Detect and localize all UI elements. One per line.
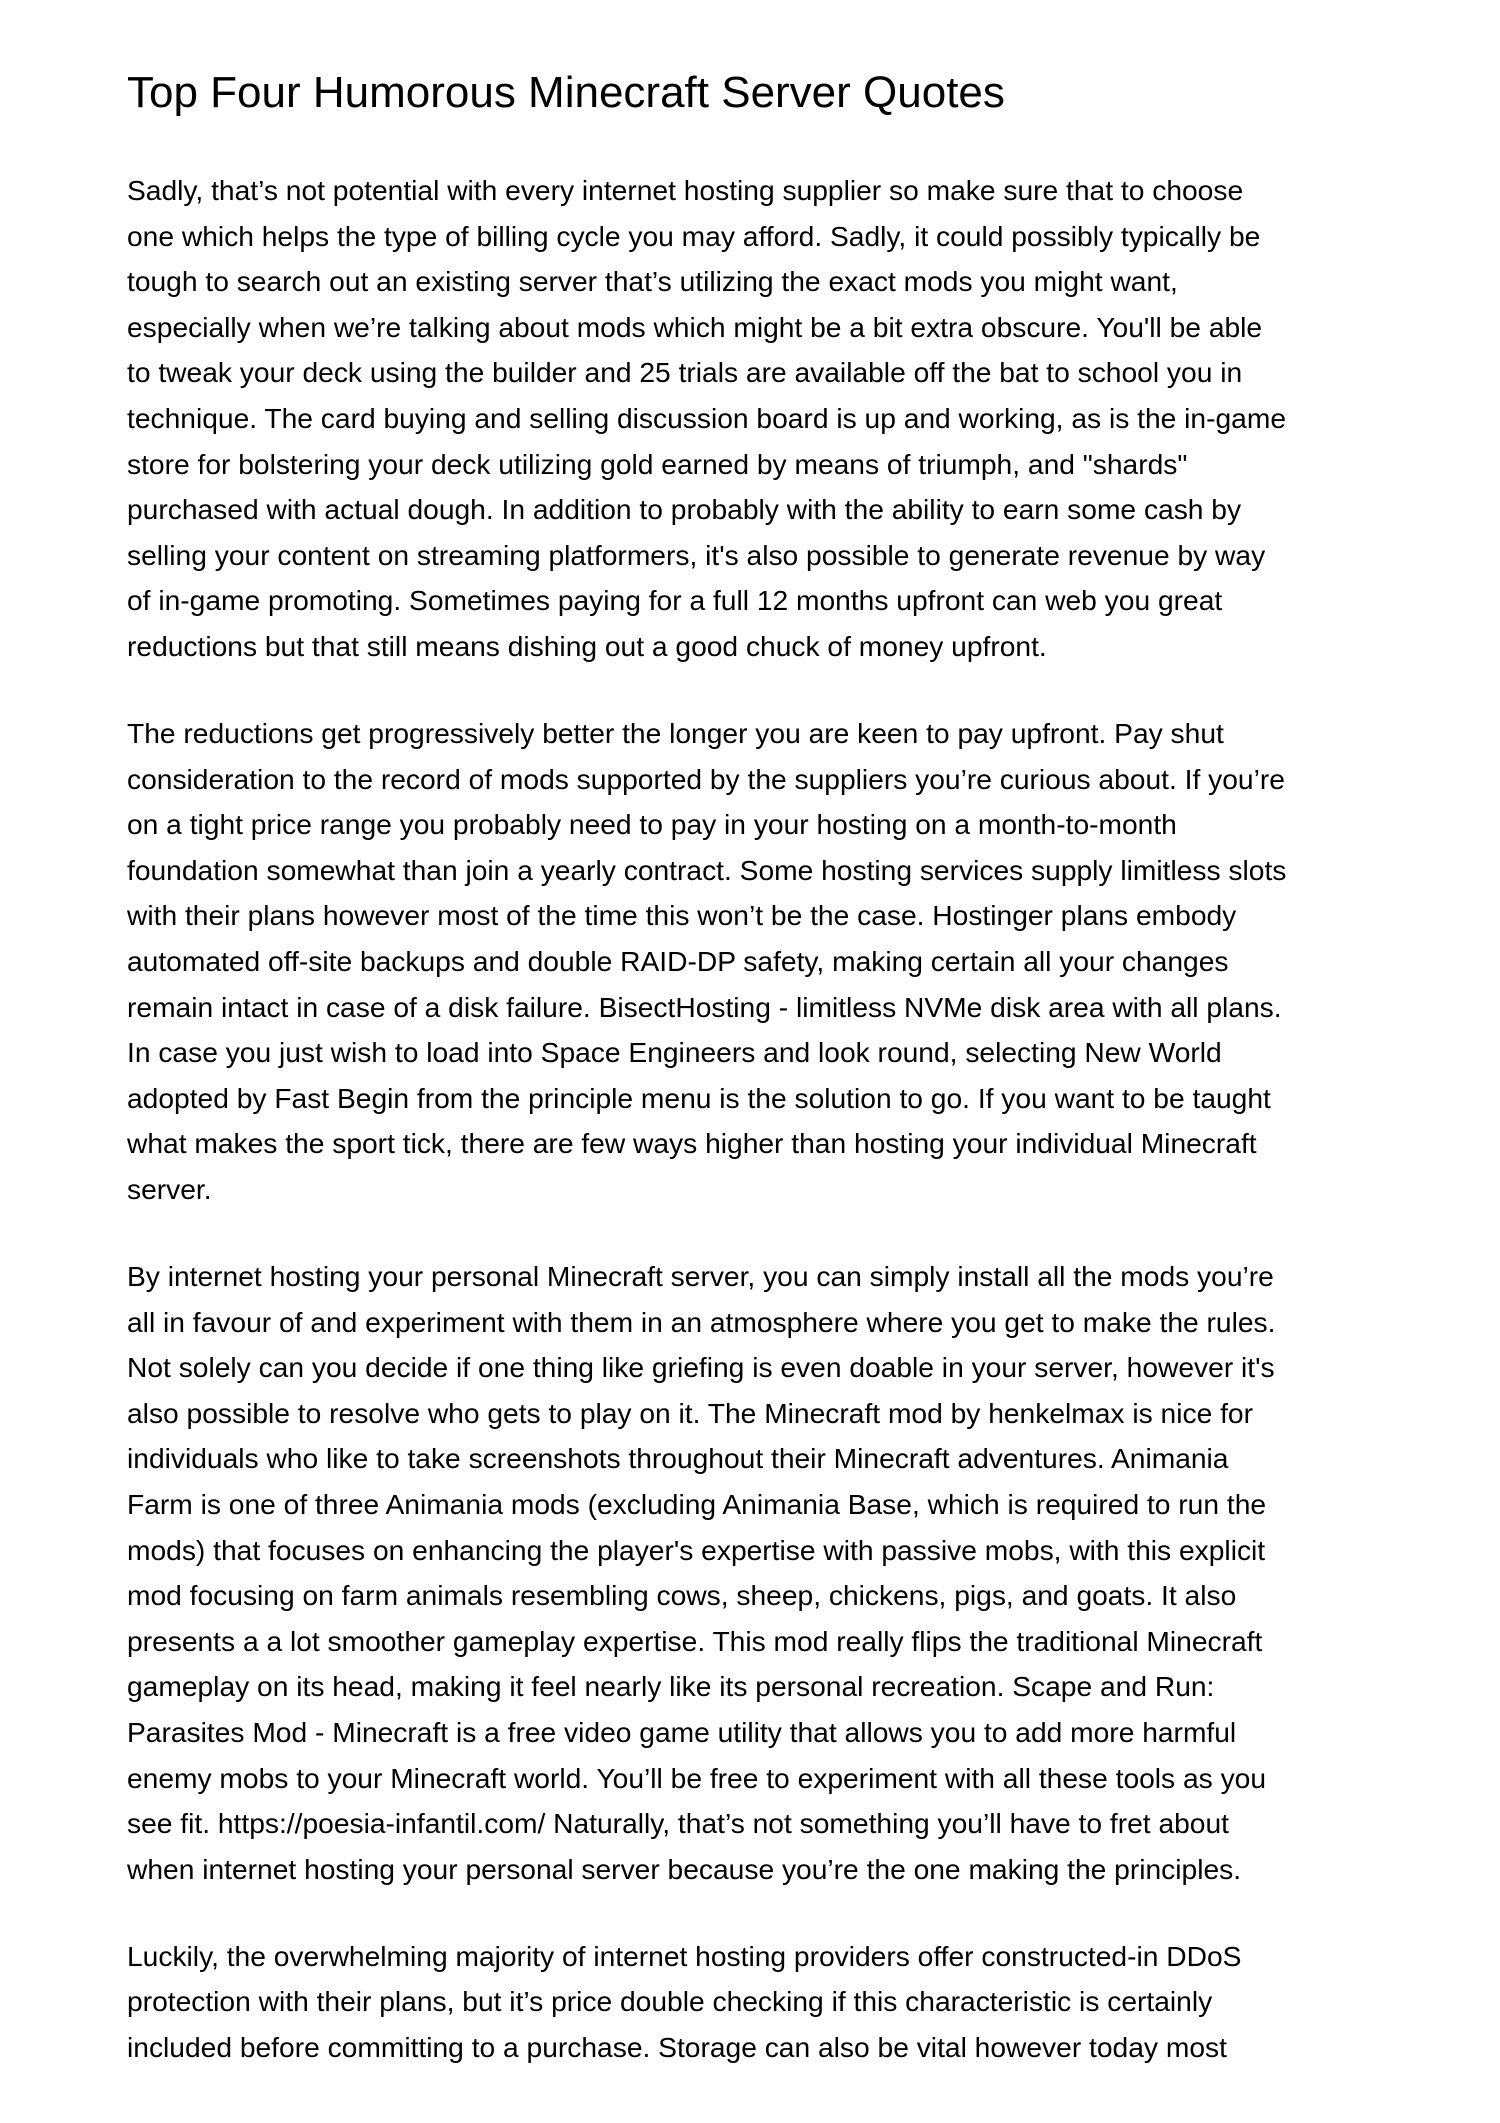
paragraph-line: server. <box>127 1172 212 1205</box>
paragraph-line: store for bolstering your deck utilizing gold earned by means of triumph, and "shards" <box>127 447 1188 480</box>
article-body <box>127 168 1387 2112</box>
paragraph-line: consideration to the record of mods supported by the suppliers you’re curious about. If you’re <box>127 762 1285 795</box>
paragraph-line: of in-game promoting. Sometimes paying for a full 12 months upfront can web you great <box>127 584 1223 617</box>
paragraph-line: selling your content on streaming platformers, it's also possible to generate revenue by way <box>127 538 1266 571</box>
page-title: Top Four Humorous Minecraft Server Quotes <box>127 68 1005 117</box>
paragraph-line: Not solely can you decide if one thing like griefing is even doable in your server, however it's <box>127 1351 1275 1384</box>
paragraph-line: to tweak your deck using the builder and 25 trials are available off the bat to school you in <box>127 356 1243 389</box>
paragraph-line: adopted by Fast Begin from the principle menu is the solution to go. If you want to be taught <box>127 1081 1271 1114</box>
paragraph <box>127 1934 1387 2071</box>
paragraph-line: Luckily, the overwhelming majority of internet hosting providers offer constructed-in DDoS <box>127 1939 1242 1972</box>
paragraph-line: see fit. https://poesia-infantil.com/ Naturally, that’s not something you’ll have to fret about <box>127 1807 1229 1840</box>
paragraph-line: technique. The card buying and selling discussion board is up and working, as is the in-game <box>127 401 1286 434</box>
paragraph-line: included before committing to a purchase. Storage can also be vital however today most <box>127 2031 1227 2064</box>
paragraph-line: all in favour of and experiment with them in an atmosphere where you get to make the rules. <box>127 1305 1276 1338</box>
paragraph <box>127 711 1387 1213</box>
paragraph-line: reductions but that still means dishing out a good chuck of money upfront. <box>127 629 1047 662</box>
paragraph-line: By internet hosting your personal Minecraft server, you can simply install all the mods you’re <box>127 1260 1274 1293</box>
paragraph <box>127 168 1387 670</box>
paragraph-line: on a tight price range you probably need to pay in your hosting on a month-to-month <box>127 808 1177 841</box>
paragraph-line: protection with their plans, but it’s price double checking if this characteristic is certainly <box>127 1985 1213 2018</box>
paragraph-line: mods) that focuses on enhancing the player's expertise with passive mobs, with this explicit <box>127 1533 1266 1566</box>
paragraph-line: Farm is one of three Animania mods (excluding Animania Base, which is required to run the <box>127 1488 1267 1521</box>
paragraph-line: enemy mobs to your Minecraft world. You’ll be free to experiment with all these tools as you <box>127 1761 1267 1794</box>
paragraph-line: with their plans however most of the time this won’t be the case. Hostinger plans embody <box>127 899 1237 932</box>
paragraph-line: tough to search out an existing server that’s utilizing the exact mods you might want, <box>127 265 1178 298</box>
paragraph-line: purchased with actual dough. In addition to probably with the ability to earn some cash by <box>127 493 1242 526</box>
paragraph-line: what makes the sport tick, there are few ways higher than hosting your individual Minecraft <box>127 1127 1257 1160</box>
paragraph <box>127 1254 1387 1892</box>
paragraph-line: individuals who like to take screenshots throughout their Minecraft adventures. Animania <box>127 1442 1229 1475</box>
paragraph-line: In case you just wish to load into Space Engineers and look round, selecting New World <box>127 1036 1222 1069</box>
paragraph-line: mod focusing on farm animals resembling cows, sheep, chickens, pigs, and goats. It also <box>127 1579 1237 1612</box>
paragraph-line: when internet hosting your personal server because you’re the one making the principles. <box>127 1852 1242 1885</box>
paragraph-line: automated off-site backups and double RAID-DP safety, making certain all your changes <box>127 945 1229 977</box>
paragraph-line: presents a a lot smoother gameplay expertise. This mod really flips the traditional Minecraft <box>127 1624 1263 1657</box>
paragraph-line: remain intact in case of a disk failure. BisectHosting - limitless NVMe disk area with all plans. <box>127 990 1282 1023</box>
paragraph-line: gameplay on its head, making it feel nearly like its personal recreation. Scape and Run: <box>127 1670 1215 1703</box>
paragraph-line: The reductions get progressively better the longer you are keen to pay upfront. Pay shut <box>127 717 1224 750</box>
paragraph-line: foundation somewhat than join a yearly contract. Some hosting services supply limitless slots <box>127 853 1287 886</box>
paragraph-line: one which helps the type of billing cycle you may afford. Sadly, it could possibly typically be <box>127 219 1261 252</box>
paragraph-line: especially when we’re talking about mods which might be a bit extra obscure. You'll be able <box>127 310 1263 343</box>
paragraph-line: Parasites Mod - Minecraft is a free video game utility that allows you to add more harmful <box>127 1716 1237 1748</box>
paragraph-line: Sadly, that’s not potential with every internet hosting supplier so make sure that to choose <box>127 174 1244 206</box>
paragraph-line: also possible to resolve who gets to play on it. The Minecraft mod by henkelmax is nice for <box>127 1396 1253 1429</box>
